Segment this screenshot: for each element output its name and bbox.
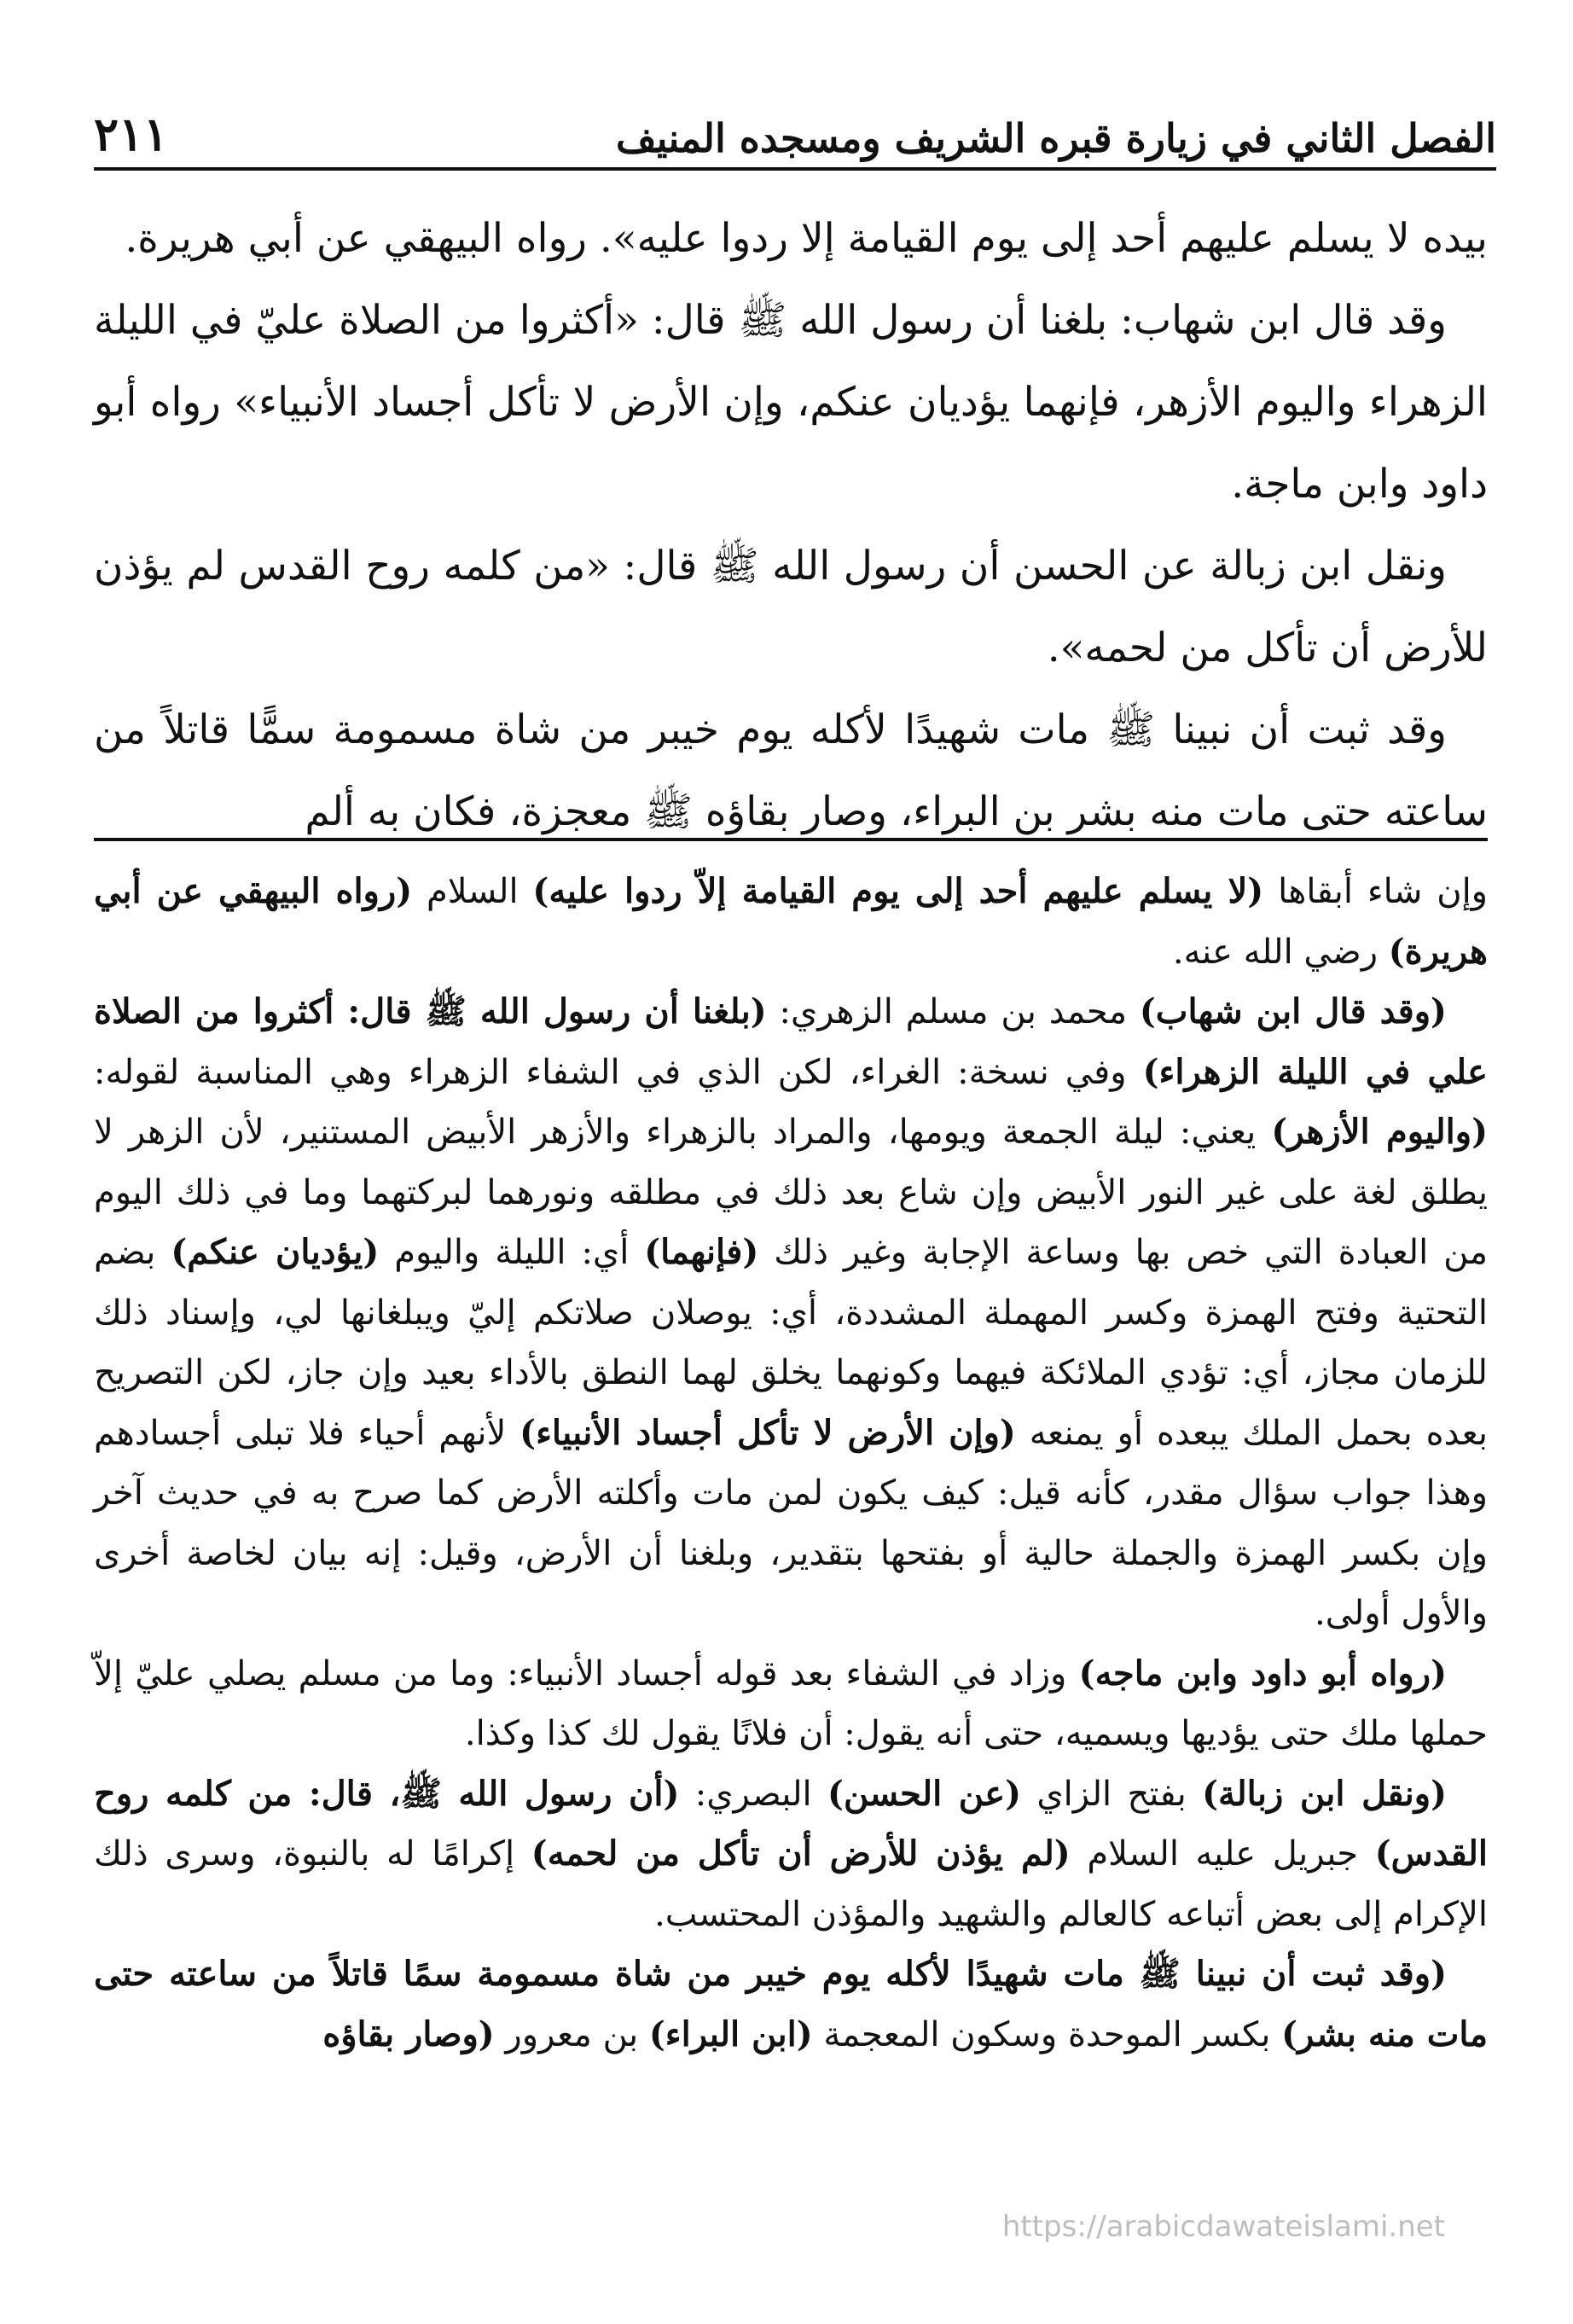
quoted-matn-segment: (رواه البيهقي عن أبي هريرة)	[94, 871, 1488, 972]
commentary-segment: بن معرور	[494, 2014, 649, 2054]
quoted-matn-segment: (واليوم الأزهر)	[1271, 1112, 1488, 1152]
commentary-text	[94, 862, 1488, 2065]
quoted-matn-segment: (بلغنا أن رسول الله ﷺ قال: أكثروا من الصلاة علي في الليلة الزهراء)	[94, 991, 1488, 1092]
commentary-paragraph	[94, 1644, 1488, 1764]
commentary-segment: إكرامًا له بالنبوة، وسرى ذلك الإكرام إلى بعض أتباعه كالعالم والشهيد والمؤذن المحتسب.	[94, 1834, 1488, 1934]
header-divider	[94, 167, 1496, 171]
commentary-segment: رضي الله عنه.	[1172, 932, 1389, 972]
watermark-url: https://arabicdawateislami.net	[1001, 2210, 1445, 2244]
commentary-segment: يعني: ليلة الجمعة ويومها، والمراد بالزهراء والأزهر الأبيض المستنير، لأن الزهر لا يطلق لغة على غير النور الأبيض وإن شاع بعد ذلك في مطلقه ونورهما لبركتهما وما في ذلك اليوم من العبادة التي خص بها وساعة الإجابة وغير ذلك	[94, 1113, 1489, 1272]
commentary-paragraph	[94, 1764, 1488, 1945]
commentary-paragraph	[94, 1944, 1488, 2065]
commentary-segment: محمد بن مسلم الزهري:	[766, 992, 1140, 1031]
quoted-matn-segment: (رواه أبو داود وابن ماجه)	[1078, 1653, 1447, 1694]
commentary-segment: السلام	[412, 872, 533, 911]
quoted-matn-segment: (فإنهما)	[644, 1232, 759, 1272]
main-text-paragraph: وقد ثبت أن نبينا ﷺ مات شهيدًا لأكله يوم خيبر من شاة مسمومة سمًّا قاتلاً من ساعته حتى مات منه بشر بن البراء، وصار بقاؤه ﷺ معجزة، فكان به ألم	[94, 706, 1488, 835]
page-number: ٢١١	[94, 107, 169, 162]
commentary-segment: أي: الليلة واليوم	[379, 1233, 645, 1272]
commentary-segment: بضم التحتية وفتح الهمزة وكسر المهملة المشددة، أي: يوصلان صلاتكم إليّ ويبلغانها لي، وإسناد ذلك للزمان مجاز، أي: تؤدي الملائكة فيهما وكونهما يخلق لهما النطق بالأداء بعيد وإن جاز، لكن التصريح بعده بحمل الملك يبعده أو يمنعه	[94, 1233, 1489, 1453]
main-text-paragraph: بيده لا يسلم عليهم أحد إلى يوم القيامة إلا ردوا عليه». رواه البيهقي عن أبي هريرة.	[125, 215, 1488, 262]
commentary-segment: وفي نسخة: الغراء، لكن الذي في الشفاء الزهراء وهي المناسبة لقوله:	[94, 1052, 1143, 1092]
main-text	[94, 198, 1488, 853]
quoted-matn-segment: (وصار بقاؤه	[322, 2013, 495, 2054]
quoted-matn-segment: (أن رسول الله ﷺ، قال: من كلمه روح القدس)	[94, 1773, 1488, 1874]
commentary-segment: بكسر الموحدة وسكون المعجمة	[812, 2014, 1282, 2054]
quoted-matn-segment: (عن الحسن)	[827, 1773, 1021, 1814]
chapter-title: الفصل الثاني في زيارة قبره الشريف ومسجده المنيف	[616, 114, 1496, 161]
main-text-paragraph: ونقل ابن زبالة عن الحسن أن رسول الله ﷺ قال: «من كلمه روح القدس لم يؤذن للأرض أن تأكل من لحمه».	[94, 543, 1488, 671]
quoted-matn-segment: (وقد قال ابن شهاب)	[1139, 991, 1447, 1031]
commentary-segment: البصري:	[679, 1774, 828, 1814]
main-text-paragraph: وقد قال ابن شهاب: بلغنا أن رسول الله ﷺ قال: «أكثروا من الصلاة عليّ في الليلة الزهراء واليوم الأزهر، فإنهما يؤديان عنكم، وإن الأرض لا تأكل أجساد الأنبياء» رواه أبو داود وابن ماجة.	[94, 297, 1488, 508]
quoted-matn-segment: (يؤديان عنكم)	[171, 1232, 380, 1272]
commentary-segment: جبريل عليه السلام	[1070, 1834, 1375, 1874]
running-header	[94, 85, 1496, 162]
quoted-matn-segment: (لم يؤذن للأرض أن تأكل من لحمه)	[531, 1833, 1071, 1874]
quoted-matn-segment: (وقد ثبت أن نبينا ﷺ مات شهيدًا لأكله يوم خيبر من شاة مسمومة سمًا قاتلاً من ساعته حتى مات منه بشر)	[94, 1954, 1488, 2054]
commentary-segment: لأنهم أحياء فلا تبلى أجسادهم وهذا جواب سؤال مقدر، كأنه قيل: كيف يكون لمن مات وأكلته الأرض كما صرح به في حديث آخر وإن بكسر الهمزة والجملة حالية أو بفتحها بتقدير، وبلغنا أن الأرض، وقيل: إنه بيان لخاصة أخرى والأول أولى.	[94, 1413, 1488, 1633]
commentary-segment: وزاد في الشفاء بعد قوله أجساد الأنبياء: وما من مسلم يصلي عليّ إلاّ حملها ملك حتى يؤديها ويسميه، حتى أنه يقول: أن فلانًا يقول لك كذا وكذا.	[94, 1653, 1488, 1753]
quoted-matn-segment: (ابن البراء)	[648, 2013, 813, 2054]
commentary-segment: وإن شاء أبقاها	[1263, 872, 1489, 911]
quoted-matn-segment: (وإن الأرض لا تأكل أجساد الأنبياء)	[519, 1412, 1016, 1453]
quoted-matn-segment: (ونقل ابن زبالة)	[1202, 1773, 1447, 1814]
quoted-matn-segment: (لا يسلم عليهم أحد إلى يوم القيامة إلاّ ردوا عليه)	[532, 871, 1264, 911]
commentary-paragraph	[94, 982, 1488, 1644]
commentary-paragraph	[94, 862, 1488, 982]
commentary-divider	[94, 838, 1488, 841]
commentary-segment: بفتح الزاي	[1021, 1774, 1203, 1814]
